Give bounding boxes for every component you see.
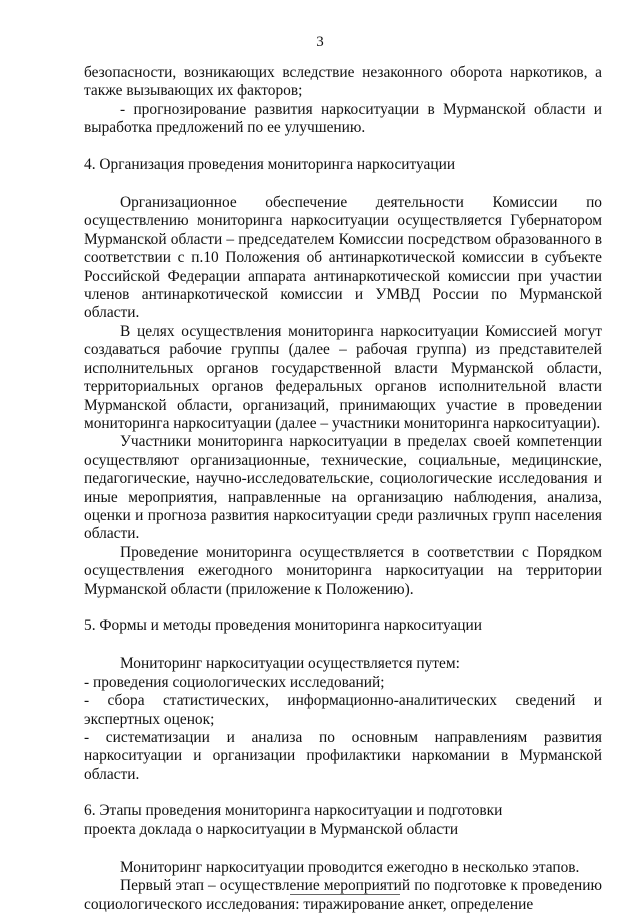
section-6-paragraph-2: Первый этап – осуществление мероприятий по подготовке к проведению социологического исследования: тиражирование анкет, определение [84,877,602,913]
section-6-heading-line-1: 6. Этапы проведения мониторинга наркоситуации и подготовки [84,802,503,820]
footer-rule [290,894,400,895]
section-4-paragraph-3: Участники мониторинга наркоситуации в пределах своей компетенции осуществляют организационные, технические, социальные, медицинские, педагогические, научно-исследовательские, социологические исследования и иные мероприятия, направленные на организацию наблюдения, анализа, оценки и прогноза развития наркоситуации среди различных групп населения области. [84,433,602,543]
intro-list-item: - прогнозирование развития наркоситуации в Мурманской области и выработка предложений по ее улучшению. [84,100,602,137]
section-5-list-item: - сбора статистических, информационно-аналитических сведений и экспертных оценок; [84,692,602,728]
section-4-paragraph-1: Организационное обеспечение деятельности Комиссии по осуществлению мониторинга наркоситуации осуществляется Губернатором Мурманской области – председателем Комиссии посредством образованного в соответствии с п.10 Положения об антинаркотической комиссии в субъекте Российской Федерации аппарата антинаркотической комиссии при участии членов антинаркотической комиссии и УМВД России по Мурманской области. [84,194,602,322]
section-4-paragraph-4: Проведение мониторинга осуществляется в соответствии с Порядком осуществления ежегодного мониторинга наркоситуации на территории Мурманской области (приложение к Положению). [84,543,602,598]
section-4-paragraph-2: В целях осуществления мониторинга наркоситуации Комиссией могут создаваться рабочие группы (далее – рабочая группа) из представителей исполнительных органов государственной власти Мурманской области, территориальных органов федеральных органов исполнительной власти Мурманской области, организаций, принимающих участие в проведении мониторинга наркоситуации (далее – участники мониторинга наркоситуации). [84,322,602,432]
section-5-heading: 5. Формы и методы проведения мониторинга наркоситуации [84,616,483,634]
section-4-heading: 4. Организация проведения мониторинга наркоситуации [84,155,456,173]
section-5-list-item: - систематизации и анализа по основным направлениям развития наркоситуации и организации профилактики наркомании в Мурманской области. [84,729,602,783]
section-6-paragraph-1: Мониторинг наркоситуации проводится ежегодно в несколько этапов. [120,859,580,877]
section-5-list-item: - проведения социологических исследований; [84,673,385,691]
document-body [84,64,602,914]
intro-continuation: безопасности, возникающих вследствие незаконного оборота наркотиков, а также вызывающих их факторов; [84,64,602,100]
page-number: 3 [316,34,324,50]
section-6-heading-line-2: проекта доклада о наркоситуации в Мурманской области [84,820,459,838]
section-5-lead: Мониторинг наркоситуации осуществляется путем: [120,655,460,673]
